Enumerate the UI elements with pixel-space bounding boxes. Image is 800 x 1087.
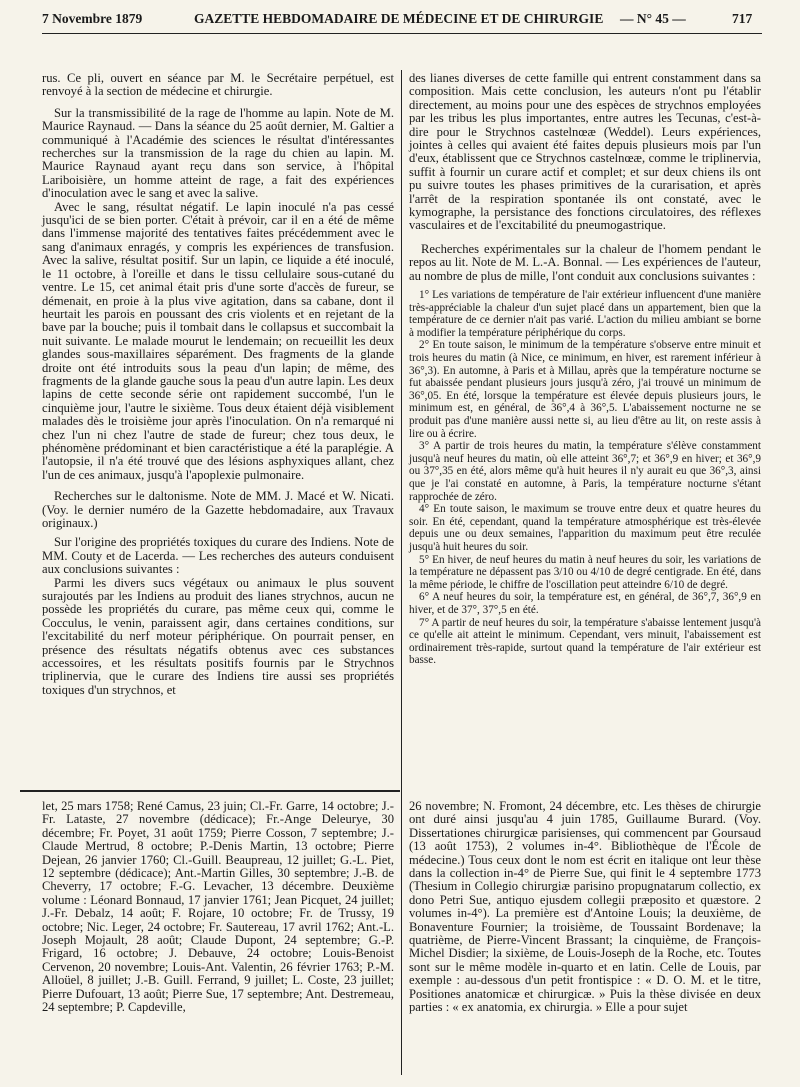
curare-text: Parmi les divers sucs végétaux ou animaux le plus souvent surajoutés par les Indiens au produit des lianes strychnos, aucun ne possède les propriétés du curare, pas même ceux qui, comme le Cocculus, le venin, paraissent agir, dans certaines conditions, sur l'excitabilité du nerf moteur périphérique. On pourrait penser, en présence des résultats négatifs obtenus avec ces substances accessoires, et les résultats positifs fournis par le Strychnos triplinervia, que le curare des Indiens tire aussi ses propriétés toxiques d'un strychnos, et <box>42 575 394 697</box>
conclusion-5: 5° En hiver, de neuf heures du matin à neuf heures du soir, les variations de la température ne dépassent pas 3/10 ou 4/10 de degré centigrade. En été, dans la même période, le chiffre de l'oscillation peut atteindre 6/10 de degré. <box>409 553 761 591</box>
conclusion-2: 2° En toute saison, le minimum de la température s'observe entre minuit et trois heures du matin (à Nice, ce minimum, en hiver, est rarement inférieur à 36°,3). En automne, à Paris et à Millau, après que la température nocturne se fut abaissée pendant plusieurs jours jusqu'à zéro, j'ai trouvé un minimum de 36°,05. En été, lorsque la température est élevée depuis plusieurs jours, le minimum est, en général, de 36°,4 à 36°,5. L'abaissement nocturne ne se produit pas d'une manière aussi nette si, au lieu d'être au lit, on reste assis à lire ou à écrire. <box>409 339 761 440</box>
conclusion-1: 1° Les variations de température de l'air extérieur influencent d'une manière très-appréciable la chaleur d'un sujet placé dans un appartement, bien que la température de ce dernier n'ait pas varié. L'action du milieu ambiant se borne à modifier la température périphérique du corps. <box>409 289 761 339</box>
header-rule <box>42 33 762 34</box>
right-column <box>409 72 761 667</box>
left-column <box>42 72 394 697</box>
column-divider <box>401 70 402 800</box>
rabies-results: Avec le sang, résultat négatif. Le lapin inoculé n'a pas cessé jusqu'ici de se bien porter. C'était à prévoir, car il en a été de même dans l'immense majorité des tentatives faites précédemment avec le sang d'animaux enragés, y compris les expériences de transfusion. Avec la salive, résultat positif. Sur un lapin, ce liquide a été inoculé, le 11 octobre, à l'oreille et dans le tissu cellulaire sous-cutané du ventre. Le 15, cet animal était pris d'une sorte d'accès de fureur, se démenait, en proie à la plus vive agitation, dans sa cabane, dont il heurtait les parois en poussant des cris violents et en rejetant de la bave par la bouche; puis il tombait dans le collapsus et succombait la nuit suivante. Le malade mourut le lendemain; on recueillit les deux glandes sous-maxillaires séparément. Des fragments de la glande droite ont été introduits sous la peau d'un lapin; de même, des fragments de la glande gauche sous la peau d'un autre lapin. Les deux lapins de cette seconde série ont rapidement succombé, l'un le cinquième jour, l'autre le sixième. Tous deux étaient déjà visiblement malades dès le troisième jour après l'inoculation. On n'a remarqué ni chez l'un ni chez l'autre de stade de fureur; chez tous deux, le phénomène prédominant et bien caractéristique a été la paraplégie. A l'autopsie, il n'a été trouvé que des lésions asphyxiques allant, chez l'un de ces animaux, jusqu'à l'apoplexie pulmonaire. <box>42 199 394 482</box>
curare-section: Sur l'origine des propriétés toxiques du curare des Indiens. Note de MM. Couty et de Lacerda. — Les recherches des auteurs conduisent aux conclusions suivantes : <box>42 535 394 577</box>
left-para-1: rus. Ce pli, ouvert en séance par M. le Secrétaire perpétuel, est renvoyé à la section de médecine et chirurgie. <box>42 71 394 99</box>
heat-section: Recherches expérimentales sur la chaleur de l'homem pendant le repos au lit. Note de M. L.-A. Bonnal. — Les expériences de l'auteur, au nombre de plus de mille, l'ont conduit aux conclusions suivantes : <box>409 241 761 283</box>
conclusion-3: 3° A partir de trois heures du matin, la température s'élève constamment jusqu'à neuf heures du matin, où elle atteint 36°,7; et 36°,9 en hiver; et 36°,9 ou 37°,35 en été, alors même qu'à huit heures il n'y aurait eu que 36°,3, ainsi que je l'ai constaté en automne, à Paris, la température nocturne s'étant rapprochée de zéro. <box>409 440 761 503</box>
thesis-commentary: 26 novembre; N. Fromont, 24 décembre, etc. Les thèses de chirurgie ont duré ainsi jusqu'au 4 juin 1785, Guillaume Burard. (Voy. Dissertationes chirurgicæ parisienses, qui commencent par Goursaud (13 août 1753), 2 volumes in-4°. Bibliothèque de l'École de médecine.) Tous ceux dont le nom est écrit en italique ont leur thèse dans la collection in-4° de Pierre Sue, qui finit le 4 septembre 1773 (Thesium in Collegio chirurgiæ parisino propugnatarum collectio, ex dono Petri Sue, antiquo ejusdem collegii præposito et quæstore. 2 volumes in-4°). La première est d'Antoine Louis; la deuxième, de Bonaventure Fournier; la troisième, de Toussaint Bordenave; la quatrième, de Pierre-Vincent Brassant; la cinquième, de François-Michel Disdier; la sixième, de Louis-Joseph de la Roche, etc. Toutes sont sur le même modèle in-quarto et en latin. Celle de Louis, par exemple : au-dessous d'un petit frontispice : « D. O. M. et le titre, Positiones anatomicæ et chirurgicæ. » Puis la thèse divisée en deux parties : « ex anatomia, ex chirurgia. » Elle a pour sujet <box>409 799 761 1015</box>
conclusion-6: 6° A neuf heures du soir, la température est, en général, de 36°,7, 36°,9 en hiver, et de 37°, 37°,5 en été. <box>409 591 761 616</box>
thesis-list: let, 25 mars 1758; René Camus, 23 juin; Cl.-Fr. Garre, 14 octobre; J.-Fr. Lataste, 27 novembre (dédicace); Fr.-Ange Deleurye, 30 décembre; Fr. Poyet, 31 août 1759; Pierre Cosson, 7 septembre; J.-Claude Mertrud, 8 octobre; P.-Denis Martin, 13 octobre; Pierre Dejean, 26 janvier 1760; Cl.-Guill. Beaupreau, 12 juillet; G.-L. Piet, 12 septembre (dédicace); Ant.-Martin Gilles, 30 septembre; J.-B. de Cheverry, 17 octobre; F.-G. Levacher, 13 décembre. Deuxième volume : Léonard Bonnaud, 17 janvier 1761; Jean Picquet, 24 juillet; J.-Fr. Debalz, 14 août; F. Rojare, 10 octobre; Fr. de Trussy, 19 octobre; Nic. Leger, 24 octobre; Fr. Sautereau, 17 avril 1762; Ant.-L. Joseph Mojault, 28 août; Claude Dupont, 24 septembre; G.-P. Frigard, 16 octobre; J. Debauve, 24 octobre; Louis-Benoist Cervenon, 20 novembre; Louis-Ant. Valentin, 26 février 1763; P.-M. Alloüel, 8 juillet; J.-B. Guill. Ferrand, 9 juillet; L. Coste, 23 juillet; Pierre Dufouart, 13 août; Pierre Sue, 17 septembre; Ant. Destremeau, 24 septembre; P. Capdeville, <box>42 799 394 1015</box>
rabies-section: Sur la transmissibilité de la rage de l'homme au lapin. Note de M. Maurice Raynaud. — Dans la séance du 25 août dernier, M. Galtier a communiqué à l'Académie des sciences le résultat d'intéressantes recherches sur la transmission de la rage du chien au lapin. M. Maurice Raynaud ayant reçu dans son service, à l'hôpital Lariboisière, un homme atteint de rage, a fait des expériences d'inoculation avec le sang et avec la salive. <box>42 105 394 201</box>
issue-date: 7 Novembre 1879 <box>42 11 143 26</box>
curare-continued: des lianes diverses de cette famille qui entrent constamment dans sa composition. Mais cette conclusion, les auteurs n'ont pu l'établir directement, au moins pour une des espèces de strychnos employées par les tribus les plus importantes, entre autres les Tecunas, c'est-à-dire pour le Strychnos castelnœæ (Weddel). Leurs expériences, jointes à celles qui avaient été faites depuis plusieurs mois par l'un d'eux, établissent que ce Strychnos castelnœæ, comme le triplinervia, suffit à fournir un curare actif et complet; et sur deux chiens ils ont pu suivre toutes les phases primitives de la curarisation, et après l'arrêt de la respiration spontanée ils ont constaté, avec le kymographe, la persistance des fonctions circulatoires, des réflexes vasculaires et de l'excitabilité du pneumogastrique. <box>409 71 761 233</box>
daltonism-section: Recherches sur le daltonisme. Note de MM. J. Macé et W. Nicati. (Voy. le dernier numéro de la Gazette hebdomadaire, aux Travaux originaux.) <box>42 489 394 530</box>
bottom-right-column <box>409 800 761 1015</box>
conclusion-7: 7° A partir de neuf heures du soir, la température s'abaisse lentement jusqu'à ce qu'elle ait atteint le minimum. Cependant, vers minuit, l'abaissement est ordinairement très-rapide, surtout quand la température de l'air extérieur est basse. <box>409 616 761 667</box>
issue-number: — N° 45 — <box>620 11 686 26</box>
page-number: 717 <box>732 11 753 26</box>
bottom-column-divider <box>401 795 402 1075</box>
journal-title: GAZETTE HEBDOMADAIRE DE MÉDECINE ET DE CHIRURGIE <box>194 11 604 26</box>
bottom-left-column <box>42 800 394 1015</box>
heat-conclusions <box>409 289 761 667</box>
conclusion-4: 4° En toute saison, le maximum se trouve entre deux et quatre heures du soir. En été, cependant, quand la température atmosphérique est très-élevée depuis une ou deux semaines, l'apparition du maximum peut être reculée jusqu'à huit heures du soir. <box>409 503 761 553</box>
section-rule-left <box>20 790 400 792</box>
